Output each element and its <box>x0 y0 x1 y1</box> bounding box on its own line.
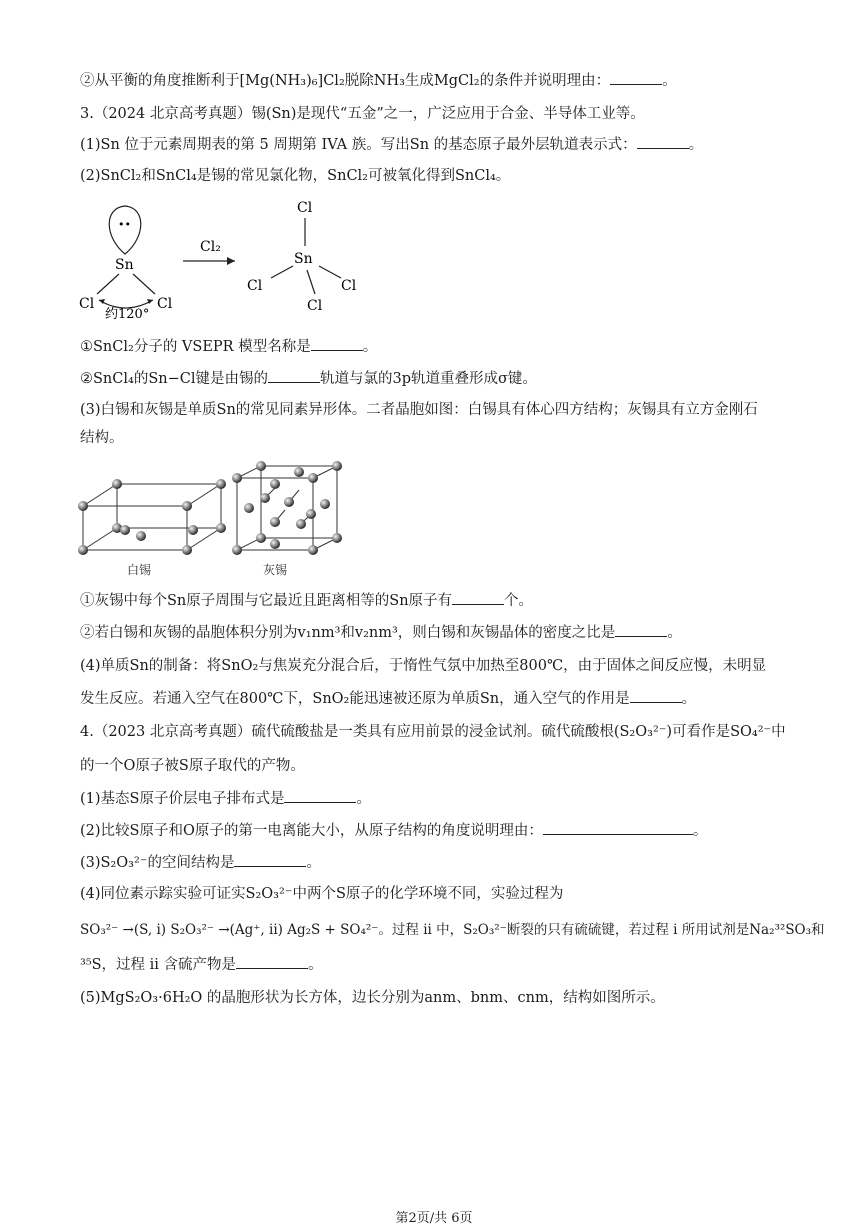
arrow-head <box>227 257 235 265</box>
cl-label: Cl <box>247 278 263 294</box>
answer-blank[interactable] <box>610 70 662 85</box>
answer-blank[interactable] <box>311 336 363 351</box>
q3-part3: (3)白锡和灰锡是单质Sn的常见同素异形体。二者晶胞如图：白锡具有体心四方结构；灰锡具有立方金刚石 <box>80 402 758 418</box>
cl-label: Cl <box>79 296 95 312</box>
q4-part4: (4)同位素示踪实验可证实S₂O₃²⁻中两个S原子的化学环境不同，实验过程为 <box>80 886 564 902</box>
q3-part2-b: ②SnCl₄的Sn−Cl键是由锡的 轨道与氯的3p轨道重叠形成σ键。 <box>80 368 537 389</box>
q4-part2: (2)比较S原子和O原子的第一电离能大小，从原子结构的角度说明理由： 。 <box>80 820 707 841</box>
white-tin-atoms <box>78 479 226 555</box>
answer-blank[interactable] <box>615 622 667 637</box>
page-footer: 第2页/共 6页 <box>395 1211 473 1226</box>
lone-pair-dots: •• <box>118 218 131 231</box>
q3-part4: (4)单质Sn的制备：将SnO₂与焦炭充分混合后，于惰性气氛中加热至800℃，由于固体之间反应慢，未明显 <box>80 658 767 674</box>
q4-title-cont: 的一个O原子被S原子取代的产物。 <box>80 758 305 774</box>
q3-part3-b: ②若白锡和灰锡的晶胞体积分别为v₁nm³和v₂nm³，则白锡和灰锡晶体的密度之比是 。 <box>80 622 682 643</box>
cl-label: Cl <box>307 298 323 314</box>
white-tin-cell <box>83 484 221 550</box>
answer-blank[interactable] <box>637 134 689 149</box>
q4-part3: (3)S₂O₃²⁻的空间结构是 。 <box>80 852 321 873</box>
q4-title: 4.（2023 北京高考真题）硫代硫酸盐是一类具有应用前景的浸金试剂。硫代硫酸根(S₂O₃²⁻)可看作是SO₄²⁻中 <box>80 724 786 740</box>
cl-label: Cl <box>157 296 173 312</box>
q2-sub2-line: ②从平衡的角度推断利于[Mg(NH₃)₆]Cl₂脱除NH₃生成MgCl₂的条件并说明理由： 。 <box>80 70 677 91</box>
q4-part5: (5)MgS₂O₃·6H₂O 的晶胞形状为长方体，边长分别为anm、bnm、cnm，结构如图所示。 <box>80 990 665 1006</box>
q3-part4-cont: 发生反应。若通入空气在800℃下，SnO₂能迅速被还原为单质Sn，通入空气的作用是 。 <box>80 688 696 709</box>
angle-label: 约120° <box>105 307 150 322</box>
answer-blank[interactable] <box>630 688 682 703</box>
reaction-scheme: SO₃²⁻ →(S, i) S₂O₃²⁻ →(Ag⁺, ii) Ag₂S + SO₄²⁻ <box>80 922 379 938</box>
q3-part3-a: ①灰锡中每个Sn原子周围与它最近且距离相等的Sn原子有 个。 <box>80 590 533 611</box>
gray-tin-atoms <box>232 461 342 555</box>
q3-title: 3.（2024 北京高考真题）锡(Sn)是现代“五金”之一，广泛应用于合金、半导体工业等。 <box>80 106 645 122</box>
answer-blank[interactable] <box>543 820 693 835</box>
cl-label: Cl <box>297 200 313 216</box>
answer-blank[interactable] <box>234 852 306 867</box>
sn-label-right: Sn <box>294 251 313 267</box>
cl-label: Cl <box>341 278 357 294</box>
q3-part1: (1)Sn 位于元素周期表的第 5 周期第 IVA 族。写出Sn 的基态原子最外层轨道表示式： 。 <box>80 134 703 155</box>
white-tin-label: 白锡 <box>127 563 152 577</box>
q4-part4-equation-line: SO₃²⁻ →(S, i) S₂O₃²⁻ →(Ag⁺, ii) Ag₂S + SO₄²⁻。过程 ii 中，S₂O₃²⁻断裂的只有硫硫键，若过程 i 所用试剂是Na₂³²SO₃和 <box>80 922 825 938</box>
answer-blank[interactable] <box>268 368 320 383</box>
q4-part4-cont: ³⁵S，过程 ii 含硫产物是 。 <box>80 954 323 975</box>
q3-part3-cont: 结构。 <box>80 430 124 446</box>
reagent-label: Cl₂ <box>200 239 221 255</box>
sn-label-left: Sn <box>115 257 134 273</box>
answer-blank[interactable] <box>236 954 308 969</box>
q3-part2-a: ①SnCl₂分子的 VSEPR 模型名称是 。 <box>80 336 377 357</box>
tin-unit-cells-figure <box>75 458 345 578</box>
answer-blank[interactable] <box>452 590 504 605</box>
q4-part1: (1)基态S原子价层电子排布式是 。 <box>80 788 371 809</box>
answer-blank[interactable] <box>284 788 356 803</box>
gray-tin-label: 灰锡 <box>263 563 288 577</box>
q3-part2: (2)SnCl₂和SnCl₄是锡的常见氯化物，SnCl₂可被氧化得到SnCl₄。 <box>80 168 511 184</box>
q2-sub2-text: ②从平衡的角度推断利于[Mg(NH₃)₆]Cl₂脱除NH₃生成MgCl₂的条件并说明理由： <box>80 73 611 89</box>
sncl2-oxidation-figure <box>75 198 375 328</box>
